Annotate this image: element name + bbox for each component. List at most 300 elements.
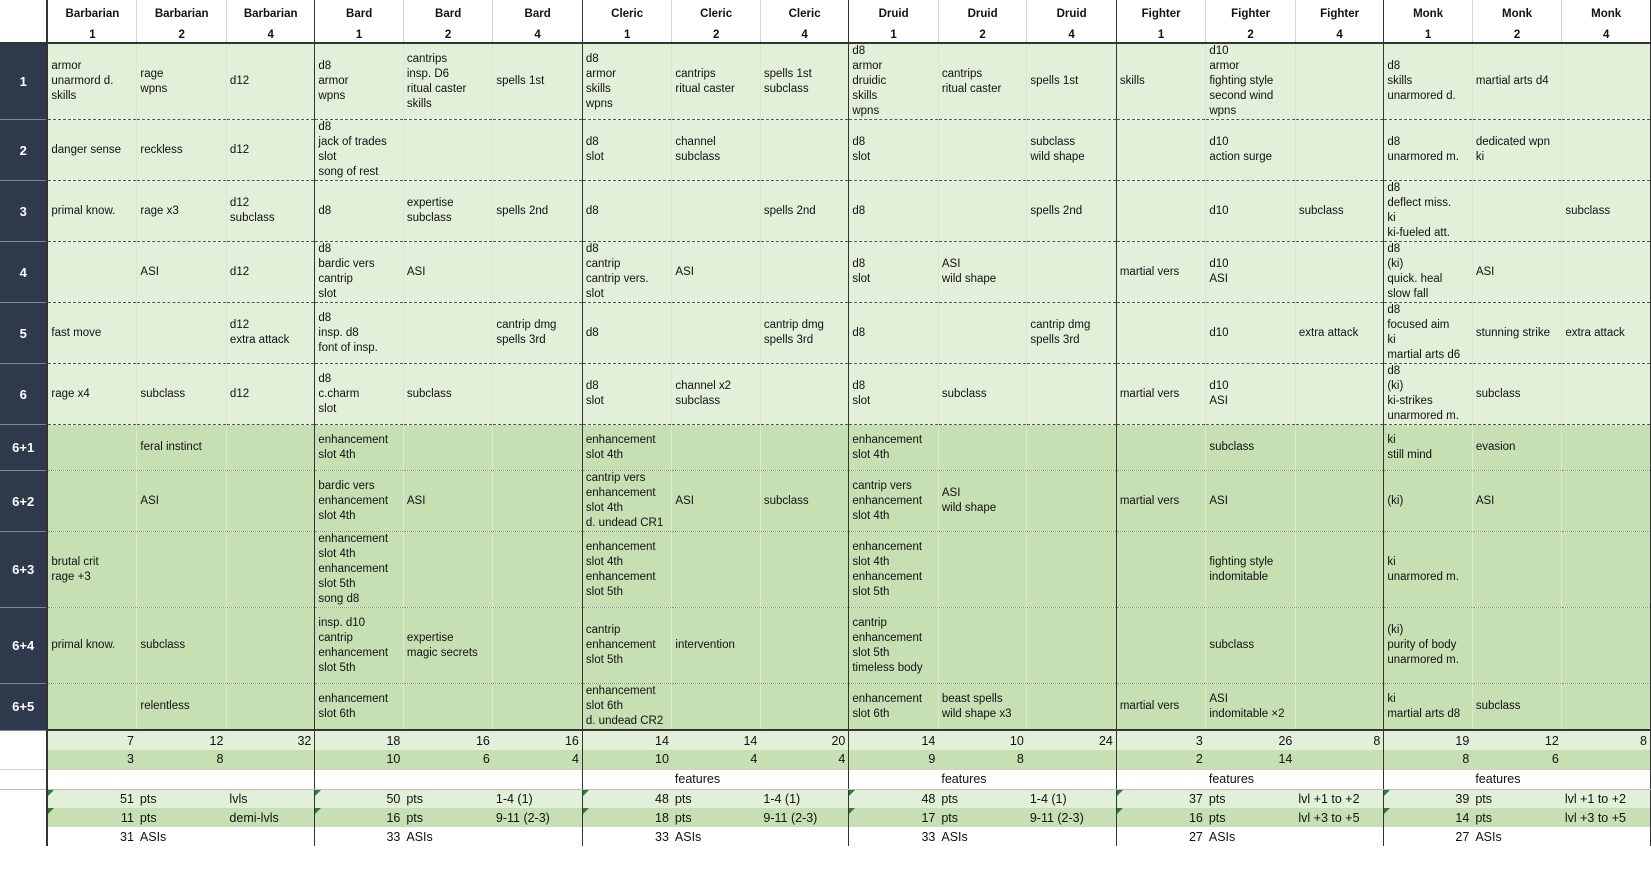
feature-cell[interactable]: d8 slot: [582, 120, 672, 181]
feature-cell[interactable]: rage x4: [47, 364, 137, 425]
feature-cell[interactable]: [226, 608, 314, 684]
feature-cell[interactable]: [1027, 242, 1117, 303]
column-header-class[interactable]: Bard: [493, 0, 583, 27]
feature-cell[interactable]: [403, 684, 493, 731]
features-label[interactable]: features: [1206, 769, 1296, 789]
feature-cell[interactable]: subclass: [1295, 181, 1383, 242]
feature-cell[interactable]: primal know.: [47, 181, 137, 242]
column-header-class[interactable]: Bard: [403, 0, 493, 27]
feature-cell[interactable]: (ki) purity of body unarmored m.: [1384, 608, 1472, 684]
feature-cell[interactable]: d8 slot: [582, 364, 672, 425]
points-unit[interactable]: pts: [1472, 789, 1562, 808]
feature-cell[interactable]: channel x2 subclass: [672, 364, 760, 425]
feature-cell[interactable]: [493, 364, 583, 425]
feature-cell[interactable]: subclass: [1562, 181, 1651, 242]
feature-cell[interactable]: cantrip enhancement slot 5th: [582, 608, 672, 684]
feature-cell[interactable]: extra attack: [1562, 303, 1651, 364]
feature-cell[interactable]: d8 (ki) ki-strikes unarmored m.: [1384, 364, 1472, 425]
feature-cell[interactable]: d12: [226, 43, 314, 120]
feature-cell[interactable]: brutal crit rage +3: [47, 532, 137, 608]
column-header-level[interactable]: 2: [672, 27, 760, 43]
feature-cell[interactable]: spells 1st: [493, 43, 583, 120]
column-header-class[interactable]: Barbarian: [226, 0, 314, 27]
points-note[interactable]: lvl +1 to +2: [1562, 789, 1651, 808]
empty-cell[interactable]: [493, 827, 583, 846]
feature-cell[interactable]: relentless: [137, 684, 227, 731]
feature-cell[interactable]: [1295, 471, 1383, 532]
feature-cell[interactable]: intervention: [672, 608, 760, 684]
feature-cell[interactable]: beast spells wild shape x3: [938, 684, 1026, 731]
points-note[interactable]: lvl +3 to +5: [1295, 808, 1383, 827]
total-cell[interactable]: 24: [1027, 730, 1117, 750]
feature-cell[interactable]: [1472, 532, 1562, 608]
column-header-level[interactable]: 1: [582, 27, 672, 43]
feature-cell[interactable]: d10 ASI: [1206, 242, 1296, 303]
feature-cell[interactable]: enhancement slot 4th: [849, 425, 939, 471]
feature-cell[interactable]: d8 slot: [849, 120, 939, 181]
feature-cell[interactable]: d12 extra attack: [226, 303, 314, 364]
column-header-class[interactable]: Fighter: [1116, 0, 1206, 27]
feature-cell[interactable]: [1562, 471, 1651, 532]
total-cell[interactable]: 4: [760, 750, 848, 769]
points-unit[interactable]: pts: [1472, 808, 1562, 827]
empty-cell[interactable]: [849, 769, 939, 789]
feature-cell[interactable]: d8: [582, 303, 672, 364]
column-header-class[interactable]: Cleric: [672, 0, 760, 27]
feature-cell[interactable]: ASI: [137, 471, 227, 532]
row-header-level[interactable]: 3: [0, 181, 47, 242]
total-cell[interactable]: 8: [1384, 750, 1472, 769]
feature-cell[interactable]: [47, 471, 137, 532]
feature-cell[interactable]: [672, 181, 760, 242]
total-cell[interactable]: 3: [1116, 730, 1206, 750]
total-cell[interactable]: 8: [137, 750, 227, 769]
feature-cell[interactable]: d8: [849, 181, 939, 242]
feature-cell[interactable]: armor unarmord d. skills: [47, 43, 137, 120]
feature-cell[interactable]: d10 action surge: [1206, 120, 1296, 181]
points-value[interactable]: 48: [849, 789, 939, 808]
feature-cell[interactable]: d10 armor fighting style second wind wpns: [1206, 43, 1296, 120]
column-header-class[interactable]: Druid: [849, 0, 939, 27]
feature-cell[interactable]: [493, 120, 583, 181]
feature-cell[interactable]: cantrip dmg spells 3rd: [493, 303, 583, 364]
feature-cell[interactable]: [938, 303, 1026, 364]
feature-cell[interactable]: [1295, 120, 1383, 181]
column-header-class[interactable]: Fighter: [1295, 0, 1383, 27]
total-cell[interactable]: 32: [226, 730, 314, 750]
feature-cell[interactable]: [226, 684, 314, 731]
feature-cell[interactable]: [403, 532, 493, 608]
row-header-blank[interactable]: [0, 750, 47, 769]
points-value[interactable]: 31: [47, 827, 137, 846]
column-header-level[interactable]: 4: [760, 27, 848, 43]
feature-cell[interactable]: [403, 120, 493, 181]
feature-cell[interactable]: d8: [315, 181, 403, 242]
feature-cell[interactable]: fighting style indomitable: [1206, 532, 1296, 608]
feature-cell[interactable]: channel subclass: [672, 120, 760, 181]
empty-cell[interactable]: [1384, 769, 1472, 789]
total-cell[interactable]: 16: [403, 730, 493, 750]
feature-cell[interactable]: (ki): [1384, 471, 1472, 532]
feature-cell[interactable]: d8 bardic vers cantrip slot: [315, 242, 403, 303]
feature-cell[interactable]: [1472, 181, 1562, 242]
total-cell[interactable]: [1562, 750, 1651, 769]
points-note[interactable]: 9-11 (2-3): [1027, 808, 1117, 827]
column-header-level[interactable]: 2: [403, 27, 493, 43]
feature-cell[interactable]: [1295, 242, 1383, 303]
feature-cell[interactable]: cantrip vers enhancement slot 4th d. undead CR1: [582, 471, 672, 532]
feature-cell[interactable]: expertise magic secrets: [403, 608, 493, 684]
row-header-blank[interactable]: [0, 808, 47, 827]
feature-cell[interactable]: [760, 425, 848, 471]
feature-cell[interactable]: insp. d10 cantrip enhancement slot 5th: [315, 608, 403, 684]
total-cell[interactable]: 12: [1472, 730, 1562, 750]
points-note[interactable]: lvl +3 to +5: [1562, 808, 1651, 827]
points-unit[interactable]: ASIs: [672, 827, 760, 846]
feature-cell[interactable]: [1562, 425, 1651, 471]
feature-cell[interactable]: ASI: [1206, 471, 1296, 532]
feature-cell[interactable]: [493, 608, 583, 684]
points-unit[interactable]: pts: [137, 789, 227, 808]
row-header-level[interactable]: 1: [0, 43, 47, 120]
points-note[interactable]: lvls: [226, 789, 314, 808]
feature-cell[interactable]: d8: [849, 303, 939, 364]
feature-cell[interactable]: enhancement slot 6th: [849, 684, 939, 731]
empty-cell[interactable]: [226, 769, 314, 789]
points-value[interactable]: 50: [315, 789, 403, 808]
feature-cell[interactable]: [672, 303, 760, 364]
points-unit[interactable]: pts: [938, 808, 1026, 827]
feature-cell[interactable]: d8 focused aim ki martial arts d6: [1384, 303, 1472, 364]
feature-cell[interactable]: [760, 684, 848, 731]
points-value[interactable]: 18: [582, 808, 672, 827]
row-header-level[interactable]: 6+2: [0, 471, 47, 532]
feature-cell[interactable]: rage x3: [137, 181, 227, 242]
feature-cell[interactable]: [938, 181, 1026, 242]
feature-cell[interactable]: [1027, 684, 1117, 731]
total-cell[interactable]: 10: [315, 750, 403, 769]
total-cell[interactable]: 9: [849, 750, 939, 769]
column-header-level[interactable]: 1: [849, 27, 939, 43]
feature-cell[interactable]: [1562, 364, 1651, 425]
feature-cell[interactable]: [1116, 181, 1206, 242]
feature-cell[interactable]: [226, 425, 314, 471]
feature-cell[interactable]: [493, 242, 583, 303]
points-unit[interactable]: pts: [1206, 789, 1296, 808]
points-value[interactable]: 11: [47, 808, 137, 827]
column-header-level[interactable]: 4: [1027, 27, 1117, 43]
total-cell[interactable]: 14: [672, 730, 760, 750]
total-cell[interactable]: 4: [672, 750, 760, 769]
feature-cell[interactable]: cantrips insp. D6 ritual caster skills: [403, 43, 493, 120]
feature-cell[interactable]: subclass: [1472, 364, 1562, 425]
feature-cell[interactable]: [1116, 425, 1206, 471]
total-cell[interactable]: 10: [938, 730, 1026, 750]
feature-cell[interactable]: danger sense: [47, 120, 137, 181]
empty-cell[interactable]: [1027, 827, 1117, 846]
row-header-blank[interactable]: [0, 789, 47, 808]
column-header-level[interactable]: 1: [1116, 27, 1206, 43]
empty-cell[interactable]: [1295, 827, 1383, 846]
total-cell[interactable]: 16: [493, 730, 583, 750]
feature-cell[interactable]: bardic vers enhancement slot 4th: [315, 471, 403, 532]
feature-cell[interactable]: d8 cantrip cantrip vers. slot: [582, 242, 672, 303]
points-unit[interactable]: ASIs: [938, 827, 1026, 846]
feature-cell[interactable]: [137, 532, 227, 608]
points-value[interactable]: 14: [1384, 808, 1472, 827]
feature-cell[interactable]: [493, 425, 583, 471]
feature-cell[interactable]: stunning strike: [1472, 303, 1562, 364]
empty-cell[interactable]: [315, 769, 403, 789]
feature-cell[interactable]: [1116, 120, 1206, 181]
points-unit[interactable]: ASIs: [137, 827, 227, 846]
column-header-level[interactable]: 2: [1472, 27, 1562, 43]
feature-cell[interactable]: subclass: [1472, 684, 1562, 731]
feature-cell[interactable]: [1562, 684, 1651, 731]
feature-cell[interactable]: [1027, 471, 1117, 532]
points-value[interactable]: 48: [582, 789, 672, 808]
feature-cell[interactable]: ASI: [672, 471, 760, 532]
total-cell[interactable]: 10: [582, 750, 672, 769]
column-header-class[interactable]: Barbarian: [137, 0, 227, 27]
feature-cell[interactable]: d10: [1206, 181, 1296, 242]
feature-cell[interactable]: martial vers: [1116, 364, 1206, 425]
feature-cell[interactable]: [938, 608, 1026, 684]
feature-cell[interactable]: [938, 120, 1026, 181]
points-value[interactable]: 17: [849, 808, 939, 827]
feature-cell[interactable]: [1027, 608, 1117, 684]
feature-cell[interactable]: [403, 303, 493, 364]
empty-cell[interactable]: [1562, 769, 1651, 789]
column-header-level[interactable]: 2: [1206, 27, 1296, 43]
feature-cell[interactable]: enhancement slot 4th enhancement slot 5th song d8: [315, 532, 403, 608]
feature-cell[interactable]: d8 armor druidic skills wpns: [849, 43, 939, 120]
feature-cell[interactable]: [672, 532, 760, 608]
feature-cell[interactable]: d12: [226, 120, 314, 181]
feature-cell[interactable]: [760, 120, 848, 181]
feature-cell[interactable]: enhancement slot 4th enhancement slot 5th: [582, 532, 672, 608]
feature-cell[interactable]: [403, 425, 493, 471]
feature-cell[interactable]: d10 ASI: [1206, 364, 1296, 425]
feature-cell[interactable]: d10: [1206, 303, 1296, 364]
row-header-blank[interactable]: [0, 730, 47, 750]
feature-cell[interactable]: ASI: [403, 471, 493, 532]
feature-cell[interactable]: ASI: [137, 242, 227, 303]
points-value[interactable]: 33: [315, 827, 403, 846]
total-cell[interactable]: [226, 750, 314, 769]
empty-cell[interactable]: [1027, 769, 1117, 789]
points-note[interactable]: 1-4 (1): [1027, 789, 1117, 808]
feature-cell[interactable]: [1027, 532, 1117, 608]
total-cell[interactable]: 8: [938, 750, 1026, 769]
features-label[interactable]: features: [672, 769, 760, 789]
feature-cell[interactable]: spells 2nd: [760, 181, 848, 242]
total-cell[interactable]: 14: [1206, 750, 1296, 769]
feature-cell[interactable]: enhancement slot 6th: [315, 684, 403, 731]
empty-cell[interactable]: [582, 769, 672, 789]
feature-cell[interactable]: [1562, 120, 1651, 181]
feature-cell[interactable]: [47, 242, 137, 303]
column-header-level[interactable]: 4: [493, 27, 583, 43]
feature-cell[interactable]: enhancement slot 4th: [582, 425, 672, 471]
feature-cell[interactable]: ki unarmored m.: [1384, 532, 1472, 608]
feature-cell[interactable]: [137, 303, 227, 364]
feature-cell[interactable]: [1116, 608, 1206, 684]
column-header-level[interactable]: 1: [315, 27, 403, 43]
empty-cell[interactable]: [760, 827, 848, 846]
feature-cell[interactable]: subclass: [403, 364, 493, 425]
feature-cell[interactable]: skills: [1116, 43, 1206, 120]
column-header-level[interactable]: 4: [1562, 27, 1651, 43]
points-unit[interactable]: pts: [403, 789, 493, 808]
row-header-blank[interactable]: [0, 769, 47, 789]
empty-cell[interactable]: [137, 769, 227, 789]
feature-cell[interactable]: subclass: [760, 471, 848, 532]
feature-cell[interactable]: d8 slot: [849, 242, 939, 303]
feature-cell[interactable]: d8 skills unarmored d.: [1384, 43, 1472, 120]
feature-cell[interactable]: dedicated wpn ki: [1472, 120, 1562, 181]
total-cell[interactable]: 3: [47, 750, 137, 769]
feature-cell[interactable]: fast move: [47, 303, 137, 364]
feature-cell[interactable]: cantrip dmg spells 3rd: [1027, 303, 1117, 364]
feature-cell[interactable]: extra attack: [1295, 303, 1383, 364]
feature-cell[interactable]: d8 slot: [849, 364, 939, 425]
feature-cell[interactable]: [1562, 43, 1651, 120]
feature-cell[interactable]: martial vers: [1116, 684, 1206, 731]
feature-cell[interactable]: [47, 425, 137, 471]
feature-cell[interactable]: d12 subclass: [226, 181, 314, 242]
total-cell[interactable]: 12: [137, 730, 227, 750]
feature-cell[interactable]: [493, 532, 583, 608]
feature-cell[interactable]: [1116, 532, 1206, 608]
column-header-class[interactable]: Cleric: [582, 0, 672, 27]
empty-cell[interactable]: [47, 769, 137, 789]
points-unit[interactable]: ASIs: [1472, 827, 1562, 846]
empty-cell[interactable]: [403, 769, 493, 789]
feature-cell[interactable]: [1562, 608, 1651, 684]
feature-cell[interactable]: subclass wild shape: [1027, 120, 1117, 181]
row-header-level[interactable]: 6+5: [0, 684, 47, 731]
feature-cell[interactable]: [938, 532, 1026, 608]
feature-cell[interactable]: [1562, 242, 1651, 303]
points-unit[interactable]: pts: [1206, 808, 1296, 827]
points-unit[interactable]: pts: [938, 789, 1026, 808]
features-label[interactable]: features: [938, 769, 1026, 789]
feature-cell[interactable]: [760, 532, 848, 608]
row-header-level[interactable]: 6+4: [0, 608, 47, 684]
points-value[interactable]: 16: [315, 808, 403, 827]
feature-cell[interactable]: cantrips ritual caster: [938, 43, 1026, 120]
feature-cell[interactable]: [938, 425, 1026, 471]
feature-cell[interactable]: [1027, 364, 1117, 425]
feature-cell[interactable]: d12: [226, 242, 314, 303]
feature-cell[interactable]: [760, 364, 848, 425]
feature-cell[interactable]: [1295, 364, 1383, 425]
feature-cell[interactable]: ki martial arts d8: [1384, 684, 1472, 731]
points-unit[interactable]: ASIs: [1206, 827, 1296, 846]
feature-cell[interactable]: d8 armor skills wpns: [582, 43, 672, 120]
feature-cell[interactable]: d8 armor wpns: [315, 43, 403, 120]
empty-cell[interactable]: [1295, 769, 1383, 789]
feature-cell[interactable]: d8 insp. d8 font of insp.: [315, 303, 403, 364]
feature-cell[interactable]: spells 1st: [1027, 43, 1117, 120]
points-note[interactable]: 1-4 (1): [760, 789, 848, 808]
row-header-level[interactable]: 4: [0, 242, 47, 303]
column-header-class[interactable]: Cleric: [760, 0, 848, 27]
feature-cell[interactable]: [1027, 425, 1117, 471]
feature-cell[interactable]: cantrip enhancement slot 5th timeless body: [849, 608, 939, 684]
feature-cell[interactable]: cantrip dmg spells 3rd: [760, 303, 848, 364]
points-note[interactable]: 9-11 (2-3): [760, 808, 848, 827]
column-header-class[interactable]: Monk: [1384, 0, 1472, 27]
total-cell[interactable]: 8: [1562, 730, 1651, 750]
column-header-level[interactable]: 2: [137, 27, 227, 43]
feature-cell[interactable]: martial vers: [1116, 471, 1206, 532]
points-value[interactable]: 27: [1384, 827, 1472, 846]
feature-cell[interactable]: d8 (ki) quick. heal slow fall: [1384, 242, 1472, 303]
total-cell[interactable]: [1295, 750, 1383, 769]
feature-cell[interactable]: ASI wild shape: [938, 471, 1026, 532]
column-header-class[interactable]: Druid: [1027, 0, 1117, 27]
total-cell[interactable]: 20: [760, 730, 848, 750]
empty-cell[interactable]: [226, 827, 314, 846]
feature-cell[interactable]: ASI wild shape: [938, 242, 1026, 303]
feature-cell[interactable]: d8: [582, 181, 672, 242]
empty-cell[interactable]: [493, 769, 583, 789]
total-cell[interactable]: 6: [1472, 750, 1562, 769]
points-value[interactable]: 37: [1116, 789, 1206, 808]
feature-cell[interactable]: enhancement slot 4th: [315, 425, 403, 471]
feature-cell[interactable]: d12: [226, 364, 314, 425]
feature-cell[interactable]: subclass: [137, 608, 227, 684]
feature-cell[interactable]: subclass: [938, 364, 1026, 425]
feature-cell[interactable]: cantrip vers enhancement slot 4th: [849, 471, 939, 532]
feature-cell[interactable]: [1295, 608, 1383, 684]
total-cell[interactable]: 14: [849, 730, 939, 750]
empty-cell[interactable]: [1116, 769, 1206, 789]
feature-cell[interactable]: [1295, 684, 1383, 731]
feature-cell[interactable]: [493, 684, 583, 731]
feature-cell[interactable]: evasion: [1472, 425, 1562, 471]
row-header-level[interactable]: 6+1: [0, 425, 47, 471]
feature-cell[interactable]: ASI indomitable ×2: [1206, 684, 1296, 731]
feature-cell[interactable]: [1295, 532, 1383, 608]
points-unit[interactable]: pts: [672, 789, 760, 808]
total-cell[interactable]: 26: [1206, 730, 1296, 750]
feature-cell[interactable]: subclass: [137, 364, 227, 425]
feature-cell[interactable]: d8 c.charm slot: [315, 364, 403, 425]
total-cell[interactable]: 6: [403, 750, 493, 769]
feature-cell[interactable]: martial vers: [1116, 242, 1206, 303]
feature-cell[interactable]: ASI: [1472, 242, 1562, 303]
feature-cell[interactable]: martial arts d4: [1472, 43, 1562, 120]
feature-cell[interactable]: reckless: [137, 120, 227, 181]
total-cell[interactable]: 8: [1295, 730, 1383, 750]
total-cell[interactable]: 7: [47, 730, 137, 750]
feature-cell[interactable]: [760, 242, 848, 303]
column-header-level[interactable]: 1: [1384, 27, 1472, 43]
points-note[interactable]: demi-lvls: [226, 808, 314, 827]
points-unit[interactable]: pts: [672, 808, 760, 827]
feature-cell[interactable]: subclass: [1206, 425, 1296, 471]
feature-cell[interactable]: spells 2nd: [1027, 181, 1117, 242]
feature-cell[interactable]: [226, 532, 314, 608]
feature-cell[interactable]: [760, 608, 848, 684]
feature-cell[interactable]: [1562, 532, 1651, 608]
feature-cell[interactable]: enhancement slot 4th enhancement slot 5th: [849, 532, 939, 608]
column-header-level[interactable]: 4: [1295, 27, 1383, 43]
points-value[interactable]: 33: [582, 827, 672, 846]
